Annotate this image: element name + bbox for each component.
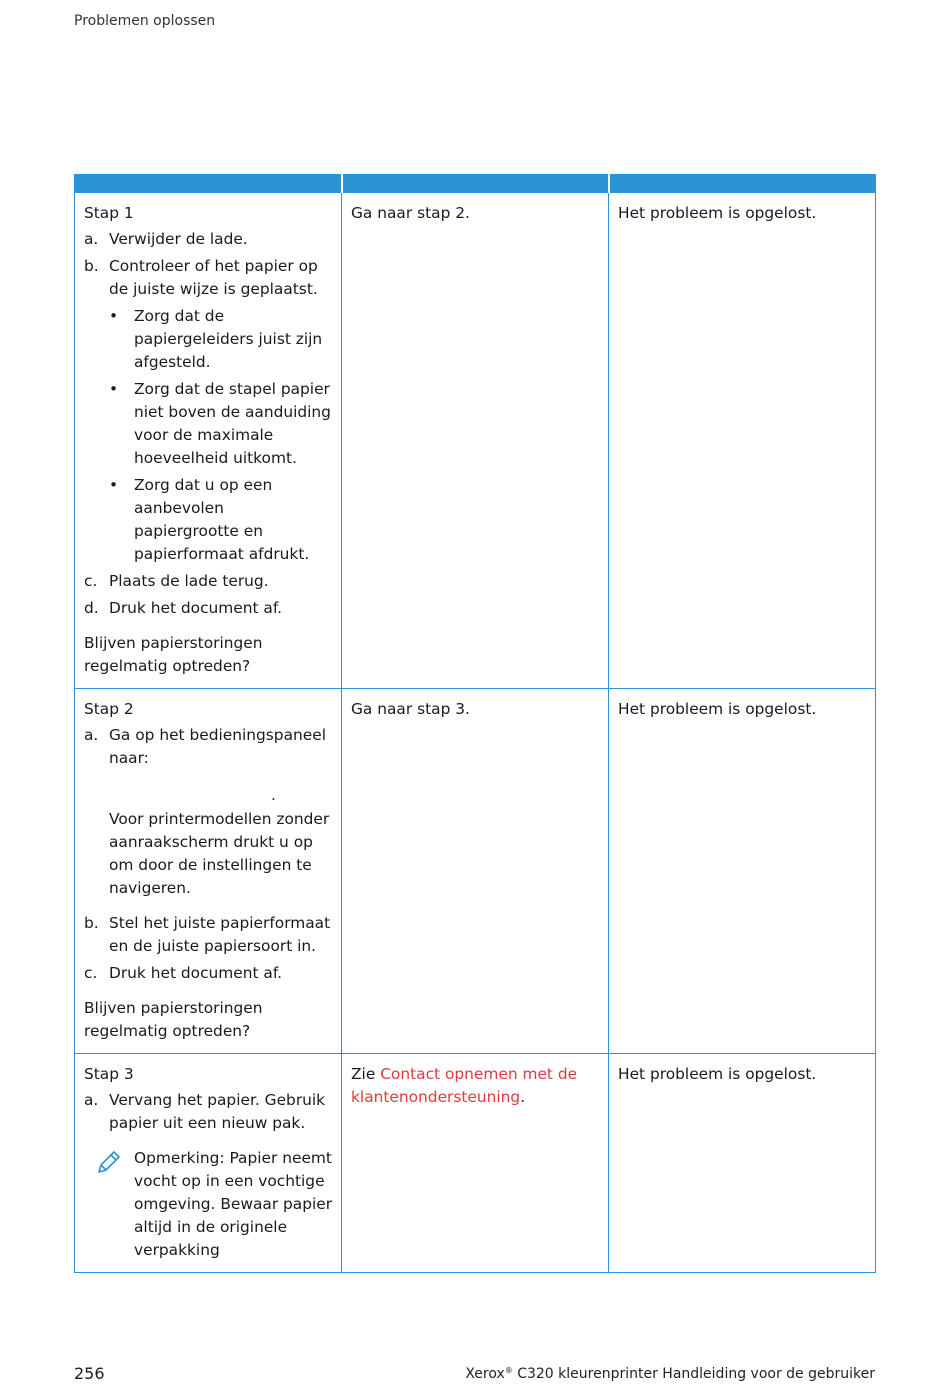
see-prefix: Zie	[351, 1065, 381, 1083]
list-label: b.	[84, 914, 99, 932]
list-text: Stel het juiste papierformaat en de juiste papiersoort in.	[109, 914, 331, 955]
bullet-text: Zorg dat u op een aanbevolen papiergrootte en papierformaat afdrukt.	[134, 476, 310, 563]
troubleshooting-table	[74, 174, 876, 1273]
note-text: Opmerking: Papier neemt vocht op in een vochtige omgeving. Bewaar papier altijd in de originele verpakking	[134, 1149, 333, 1259]
list-label: a.	[84, 726, 99, 744]
bullet-icon: •	[109, 476, 119, 494]
note-block	[84, 1147, 333, 1262]
list-text: Controleer of het papier op de juiste wijze is geplaatst.	[109, 257, 318, 298]
header-cell-no	[609, 175, 876, 193]
footer-title	[465, 1366, 875, 1382]
list-label: d.	[84, 599, 99, 617]
list-item	[84, 912, 333, 958]
list-label: c.	[84, 572, 98, 590]
list-label: b.	[84, 257, 99, 275]
no-cell: Het probleem is opgelost.	[609, 193, 876, 689]
list-text: Druk het document af.	[109, 964, 283, 982]
list-text: Ga op het bedieningspaneel naar:	[109, 726, 326, 767]
list-text: Verwijder de lade.	[109, 230, 248, 248]
pencil-icon	[96, 1149, 122, 1182]
list-item	[84, 962, 333, 985]
header-cell-yes	[342, 175, 609, 193]
list-label: a.	[84, 230, 99, 248]
running-header: Problemen oplossen	[74, 13, 216, 29]
list-label: c.	[84, 964, 98, 982]
menu-path-placeholder	[84, 774, 333, 804]
action-cell	[75, 193, 342, 689]
list-item	[84, 570, 333, 593]
bullet-icon: •	[109, 380, 119, 398]
list-text: Vervang het papier. Gebruik papier uit een nieuw pak.	[109, 1091, 326, 1132]
bullet-item	[109, 378, 333, 470]
period-mark: .	[271, 786, 276, 804]
step-title: Stap 3	[84, 1065, 134, 1083]
footer-title-text: C320 kleurenprinter Handleiding voor de gebruiker	[512, 1366, 875, 1382]
list-item	[84, 228, 333, 251]
table-row	[75, 689, 876, 1054]
bullet-item	[109, 305, 333, 374]
list-item	[84, 724, 333, 770]
action-cell	[75, 689, 342, 1054]
bullet-text: Zorg dat de papiergeleiders juist zijn afgesteld.	[134, 307, 323, 371]
footer-brand: Xerox	[465, 1366, 505, 1382]
step-question: Blijven papierstoringen regelmatig optreden?	[84, 634, 263, 675]
list-text: Druk het document af.	[109, 599, 283, 617]
table-row	[75, 193, 876, 689]
step-title: Stap 1	[84, 204, 134, 222]
list-text: Plaats de lade terug.	[109, 572, 269, 590]
no-cell: Het probleem is opgelost.	[609, 1054, 876, 1273]
contact-support-link[interactable]: Contact opnemen met de klantenondersteuning	[351, 1065, 578, 1106]
table-header-row	[75, 175, 876, 193]
list-item	[84, 255, 333, 301]
yes-cell: Ga naar stap 3.	[342, 689, 609, 1054]
bullet-text: Zorg dat de stapel papier niet boven de aanduiding voor de maximale hoeveelheid uitkomt.	[134, 380, 331, 467]
step-title: Stap 2	[84, 700, 134, 718]
registered-mark: ®	[504, 1366, 513, 1375]
printer-model-note: Voor printermodellen zonder aanraakscherm drukt u op om door de instellingen te navigeren.	[109, 810, 330, 897]
action-cell	[75, 1054, 342, 1273]
list-label: a.	[84, 1091, 99, 1109]
list-item	[84, 1089, 333, 1135]
yes-cell	[342, 1054, 609, 1273]
bullet-icon: •	[109, 307, 119, 325]
no-cell: Het probleem is opgelost.	[609, 689, 876, 1054]
see-suffix: .	[520, 1088, 526, 1106]
list-item	[84, 597, 333, 620]
yes-cell: Ga naar stap 2.	[342, 193, 609, 689]
page-number: 256	[74, 1364, 105, 1383]
bullet-item	[109, 474, 333, 566]
header-cell-action	[75, 175, 342, 193]
table-row	[75, 1054, 876, 1273]
step-question: Blijven papierstoringen regelmatig optreden?	[84, 999, 263, 1040]
